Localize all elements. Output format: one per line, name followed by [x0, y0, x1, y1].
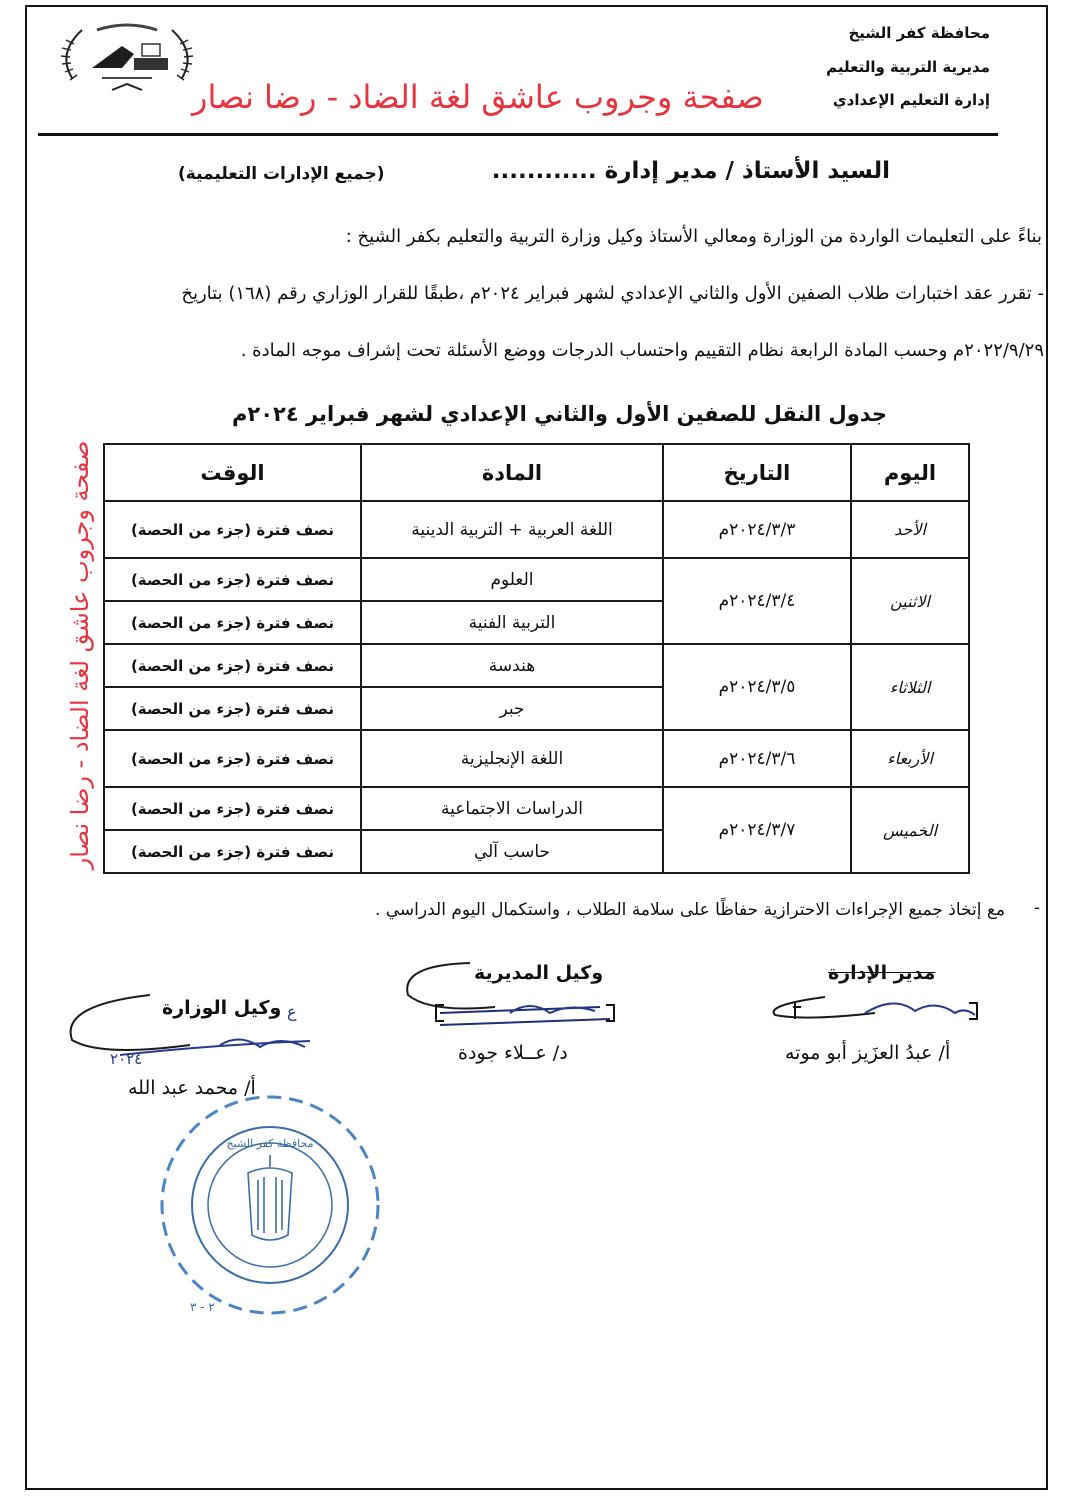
subject-cell: العلوم	[361, 558, 663, 601]
time-cell: نصف فترة (جزء من الحصة)	[104, 558, 361, 601]
header-date: التاريخ	[663, 444, 851, 501]
time-cell: نصف فترة (جزء من الحصة)	[104, 644, 361, 687]
time-cell: نصف فترة (جزء من الحصة)	[104, 730, 361, 787]
ministry-deputy-handwritten-date: ٢٠٢٤	[110, 1050, 143, 1068]
director-name: أ/ عبدُ العزَيز أبو موته	[785, 1042, 951, 1064]
time-cell: نصف فترة (جزء من الحصة)	[104, 601, 361, 644]
recipient-scope: (جميع الإدارات التعليمية)	[178, 164, 385, 184]
date-cell: ٢٠٢٤/٣/٤م	[663, 558, 851, 644]
stamp-date-mark: ٢ - ٣	[190, 1300, 215, 1314]
decision-line-2: ٢٠٢٢/٩/٢٩م وحسب المادة الرابعة نظام التقييم واحتساب الدرجات ووضع الأسئلة تحت إشراف موجه المادة .	[240, 340, 1044, 361]
day-cell: الثلاثاء	[851, 644, 969, 730]
director-signature	[765, 985, 985, 1035]
deputy-directorate-name: د/ عــلاء جودة	[458, 1042, 568, 1064]
precautions-note: مع إتخاذ جميع الإجراءات الاحترازية حفاظًا على سلامة الطلاب ، واستكمال اليوم الدراسي .	[374, 900, 1005, 920]
date-cell: ٢٠٢٤/٣/٥م	[663, 644, 851, 730]
watermark-banner: صفحة وجروب عاشق لغة الضاد - رضا نصار	[192, 78, 764, 116]
time-cell: نصف فترة (جزء من الحصة)	[104, 687, 361, 730]
table-row	[104, 730, 969, 787]
table-row	[104, 644, 969, 687]
deputy-directorate-signature	[400, 955, 630, 1040]
directorate-logo	[52, 18, 202, 98]
day-cell: الخميس	[851, 787, 969, 873]
date-cell: ٢٠٢٤/٣/٣م	[663, 501, 851, 558]
deputy-directorate-title: وكيل المديرية	[474, 962, 604, 984]
subject-cell: التربية الفنية	[361, 601, 663, 644]
header-subject: المادة	[361, 444, 663, 501]
table-row	[104, 501, 969, 558]
day-cell: الأحد	[851, 501, 969, 558]
date-cell: ٢٠٢٤/٣/٦م	[663, 730, 851, 787]
ministry-deputy-title: وكيل الوزارة	[162, 997, 282, 1019]
governorate-name: محافظة كفر الشيخ	[848, 24, 990, 42]
note-bullet: -	[1033, 898, 1040, 918]
table-row	[104, 558, 969, 601]
day-cell: الاثنين	[851, 558, 969, 644]
subject-cell: اللغة العربية + التربية الدينية	[361, 501, 663, 558]
decision-line-1: - تقرر عقد اختبارات طلاب الصفين الأول والثاني الإعدادي لشهر فبراير ٢٠٢٤م ،طبقًا للقرار الوزاري رقم (١٦٨) بتاريخ	[181, 283, 1044, 304]
header-divider	[38, 133, 998, 136]
administration-name: إدارة التعليم الإعدادي	[832, 91, 990, 109]
time-cell: نصف فترة (جزء من الحصة)	[104, 830, 361, 873]
director-title: مدير الإدارة	[828, 962, 936, 984]
table-header-row	[104, 444, 969, 501]
recipient-line: السيد الأستاذ / مدير إدارة ............	[491, 158, 890, 184]
subject-cell: الدراسات الاجتماعية	[361, 787, 663, 830]
subject-cell: حاسب آلي	[361, 830, 663, 873]
watermark-vertical: صفحة وجروب عاشق لغة الضاد - رضا نصار	[66, 440, 94, 870]
time-cell: نصف فترة (جزء من الحصة)	[104, 787, 361, 830]
header-day: اليوم	[851, 444, 969, 501]
stamp-text: محافظة كفر الشيخ	[226, 1137, 314, 1150]
ministry-deputy-name: أ/ محمد عبد الله	[128, 1077, 256, 1099]
subject-cell: هندسة	[361, 644, 663, 687]
day-cell: الأربعاء	[851, 730, 969, 787]
intro-paragraph: بناءً على التعليمات الواردة من الوزارة ومعالي الأستاذ وكيل وزارة التربية والتعليم بكفر الشيخ :	[345, 226, 1042, 247]
ministry-deputy-prefix: ع	[287, 1002, 297, 1021]
table-row	[104, 787, 969, 830]
subject-cell: جبر	[361, 687, 663, 730]
subject-cell: اللغة الإنجليزية	[361, 730, 663, 787]
exam-schedule-table	[103, 443, 970, 874]
date-cell: ٢٠٢٤/٣/٧م	[663, 787, 851, 873]
directorate-name: مديرية التربية والتعليم	[826, 58, 990, 76]
table-title: جدول النقل للصفين الأول والثاني الإعدادي لشهر فبراير ٢٠٢٤م	[232, 402, 888, 426]
official-stamp	[130, 1095, 410, 1325]
time-cell: نصف فترة (جزء من الحصة)	[104, 501, 361, 558]
ministry-deputy-signature	[60, 985, 330, 1080]
header-time: الوقت	[104, 444, 361, 501]
